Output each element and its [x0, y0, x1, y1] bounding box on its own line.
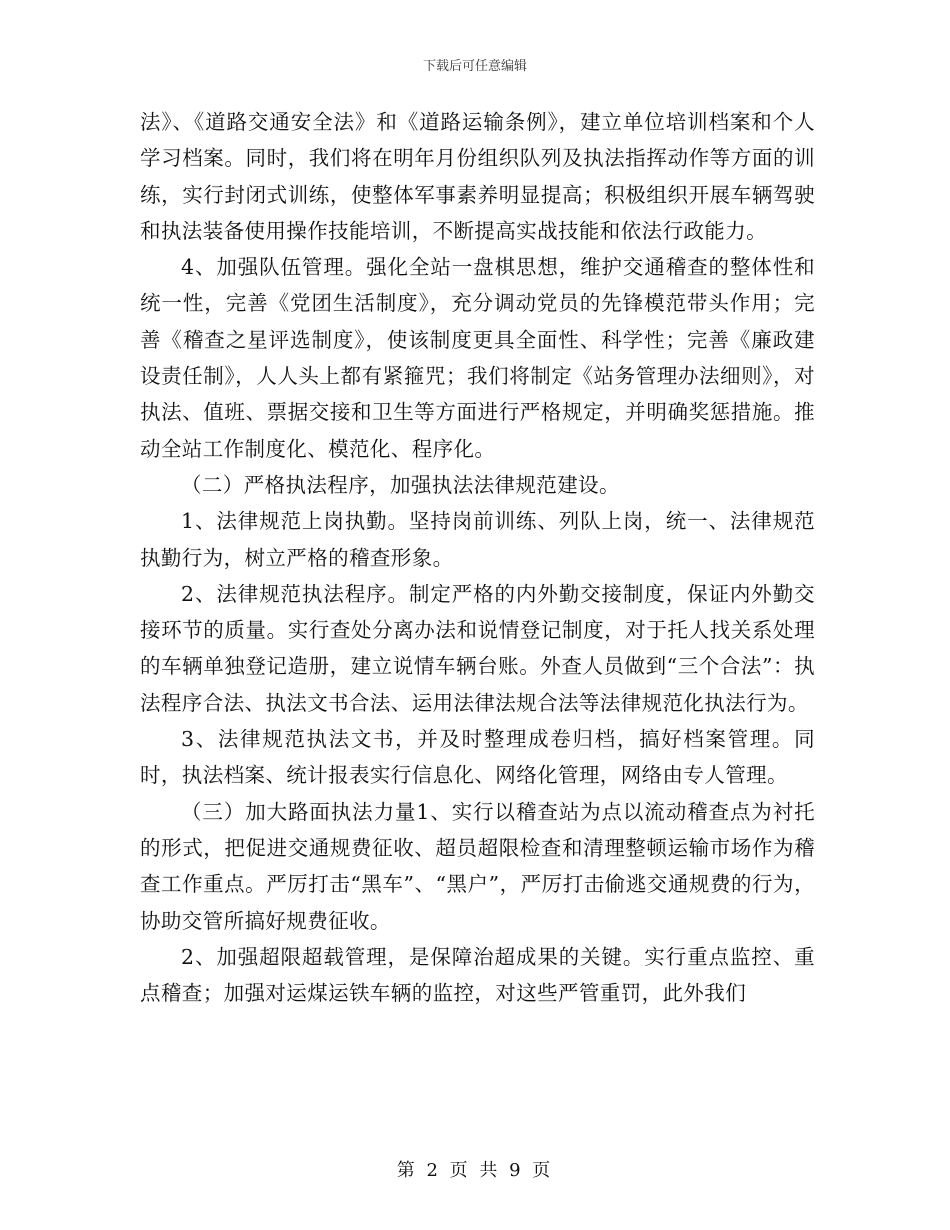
paragraph-documents: 3、法律规范执法文书，并及时整理成卷归档，搞好档案管理。同时，执法档案、统计报表实行信息化、网络化管理，网络由专人管理。 — [140, 727, 815, 788]
paragraph-road-enforcement: （三）加大路面执法力量1、实行以稽查站为点以流动稽查点为衬托的形式，把促进交通规费征收、超员超限检查和清理整顿运输市场作为稽查工作重点。严厉打击“黑车”、“黑户”，严厉打击偷逃交通规费的行为，协助交管所搞好规费征收。 — [140, 799, 815, 933]
document-body — [140, 104, 815, 1011]
header-note: 下载后可任意编辑 — [422, 59, 527, 74]
paragraph-team-management: 4、加强队伍管理。强化全站一盘棋思想，维护交通稽查的整体性和统一性，完善《党团生活制度》，充分调动党员的先锋模范带头作用；完善《稽查之星评选制度》，使该制度更具全面性、科学性；完善《廉政建设责任制》，人人头上都有紧箍咒；我们将制定《站务管理办法细则》，对执法、值班、票据交接和卫生等方面进行严格规定，并明确奖惩措施。推动全站工作制度化、模范化、程序化。 — [140, 255, 815, 461]
section-heading-2: （二）严格执法程序，加强执法法律规范建设。 — [181, 472, 620, 497]
paragraph-overload: 2、加强超限超载管理，是保障治超成果的关键。实行重点监控、重点稽查；加强对运煤运铁车辆的监控，对这些严管重罚，此外我们 — [140, 944, 815, 1006]
paragraph-continuation: 法》、《道路交通安全法》和《道路运输条例》，建立单位培训档案和个人学习档案。同时，我们将在明年月份组织队列及执法指挥动作等方面的训练，实行封闭式训练，使整体军事素养明显提高；积极组织开展车辆驾驶和执法装备使用操作技能培训，不断提高实战技能和依法行政能力。 — [140, 110, 815, 243]
paragraph-procedure: 2、法律规范执法程序。制定严格的内外勤交接制度，保证内外勤交接环节的质量。实行查处分离办法和说情登记制度，对于托人找关系处理的车辆单独登记造册，建立说情车辆台账。外查人员做到“三个合法”：执法程序合法、执法文书合法、运用法律法规合法等法律规范化执法行为。 — [140, 581, 815, 715]
paragraph-duty: 1、法律规范上岗执勤。坚持岗前训练、列队上岗，统一、法律规范执勤行为，树立严格的稽查形象。 — [140, 509, 815, 570]
page-number: 第 2 页 共 9 页 — [396, 1160, 554, 1181]
